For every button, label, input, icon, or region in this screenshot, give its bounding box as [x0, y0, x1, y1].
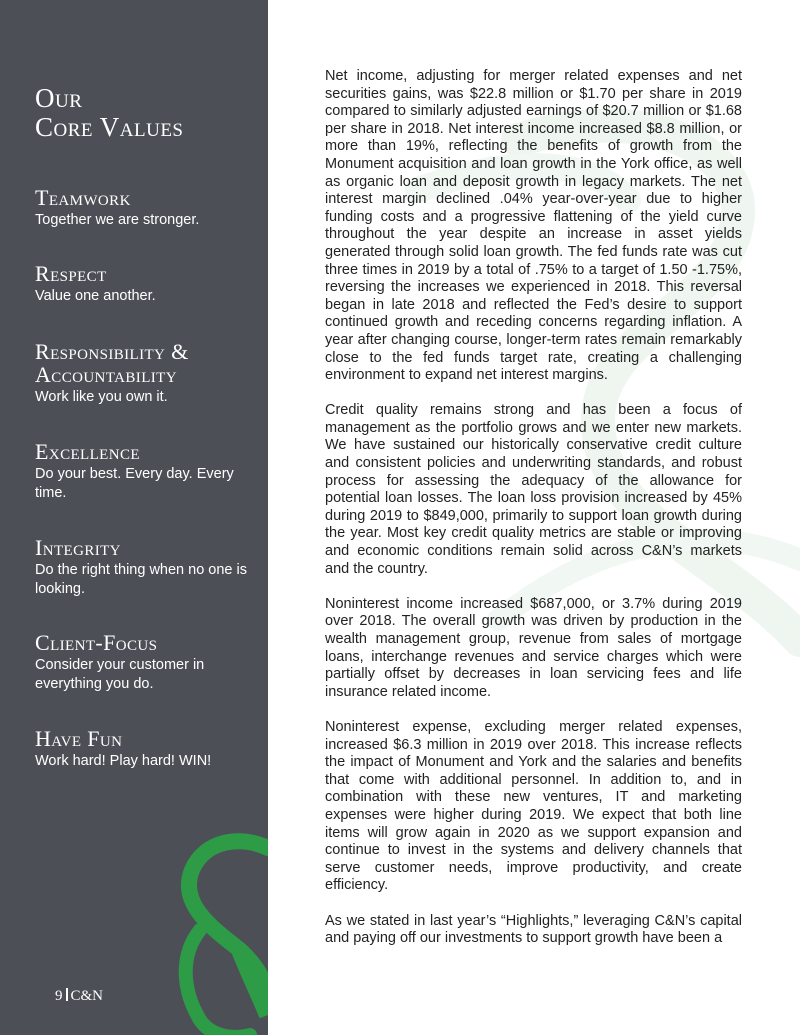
value-description: Work hard! Play hard! WIN! — [35, 753, 212, 769]
value-name: Excellence — [35, 439, 140, 464]
value-name: Client-Focus — [35, 630, 158, 655]
page-footer — [55, 988, 103, 1005]
title-line-2: Core Values — [35, 112, 184, 142]
paragraph-noninterest-income: Noninterest income increased $687,000, or 3.7% during 2019 over 2018. The overall growth was driven by production in the wealth management group, revenue from sales of mortgage loans, interchange revenues and service charges which were partially offset by decreases in loan servicing fees and life insurance related income. — [325, 595, 742, 700]
value-name-line-2: Accountability — [35, 362, 177, 387]
value-responsibility-accountability — [35, 340, 260, 407]
paragraph-noninterest-expense: Noninterest expense, excluding merger related expenses, increased $6.3 million in 2019 over 2018. This increase reflects the impact of Monument and York and the salaries and benefits that come with additional personnel. In addition to, and in combination with these new ventures, IT and marketing expenses were higher during 2019. We expect that both line items will grow again in 2020 as we support expansion and continue to invest in the systems and delivery channels that serve customer needs, improve productivity, and create efficiency. — [325, 718, 742, 894]
value-description: Do the right thing when no one is looking. — [35, 562, 247, 597]
value-description: Consider your customer in everything you do. — [35, 657, 205, 692]
paragraph-credit-quality: Credit quality remains strong and has been a focus of management as the portfolio grows and we enter new markets. We have sustained our historically conservative credit culture and consistent policies and underwriting standards, and robust process for assessing the adequacy of the allowance for potential loan losses. The loan loss provision increased by 45% during 2019 to $849,000, primarily to support loan growth during the year. Most key credit quality metrics are stable or improving and economic conditions remain solid across C&N’s markets and the country. — [325, 402, 742, 577]
footer-divider — [66, 988, 68, 1001]
value-description: Work like you own it. — [35, 389, 168, 405]
paragraph-capital: As we stated in last year’s “Highlights,” leveraging C&N’s capital and paying off our investments to support growth have been a — [325, 912, 742, 947]
value-client-focus — [35, 631, 260, 694]
core-values-sidebar — [0, 0, 268, 1035]
body-text-column — [325, 68, 742, 965]
value-name: Have Fun — [35, 726, 123, 751]
value-name: Teamwork — [35, 185, 131, 210]
paragraph-net-income: Net income, adjusting for merger related expenses and net securities gains, was $22.8 million or $1.70 per share in 2019 compared to similarly adjusted earnings of $20.7 million or $1.68 per share in 2018. Net interest income increased $8.8 million, or more than 19%, reflecting the benefits of growth from the Monument acquisition and loan growth in the York office, as well as organic loan and deposit growth in legacy markets. The net interest margin declined .04% year-over-year due to higher funding costs and a progressive flattening of the yield curve throughout the year despite an increase in asset yields generated through solid loan growth. The fed funds rate was cut three times in 2019 by a total of .75% to a target of 1.50 -1.75%, reversing the increases we experienced in 2018. This reversal began in late 2018 and reflected the Fed’s desire to support continued growth and receding concerns regarding inflation. A year after changing course, longer-term rates remain remarkably close to the fed funds target rate, creating a challenging environment to expand net interest margins. — [325, 68, 742, 384]
title-line-1: Our — [35, 83, 83, 113]
value-excellence — [35, 440, 260, 503]
value-description: Value one another. — [35, 288, 156, 304]
value-integrity — [35, 536, 260, 599]
value-name: Integrity — [35, 535, 121, 560]
value-respect — [35, 262, 260, 306]
value-description: Together we are stronger. — [35, 212, 200, 228]
value-name: Respect — [35, 261, 107, 286]
value-description: Do your best. Every day. Every time. — [35, 466, 234, 501]
core-values-title — [35, 84, 184, 142]
page-number: 9 — [55, 988, 63, 1004]
ampersand-logo-graphic — [0, 0, 268, 1035]
brand-name: C&N — [70, 988, 104, 1004]
value-name: Responsibility & — [35, 339, 189, 364]
value-teamwork — [35, 186, 260, 230]
value-have-fun — [35, 727, 260, 771]
